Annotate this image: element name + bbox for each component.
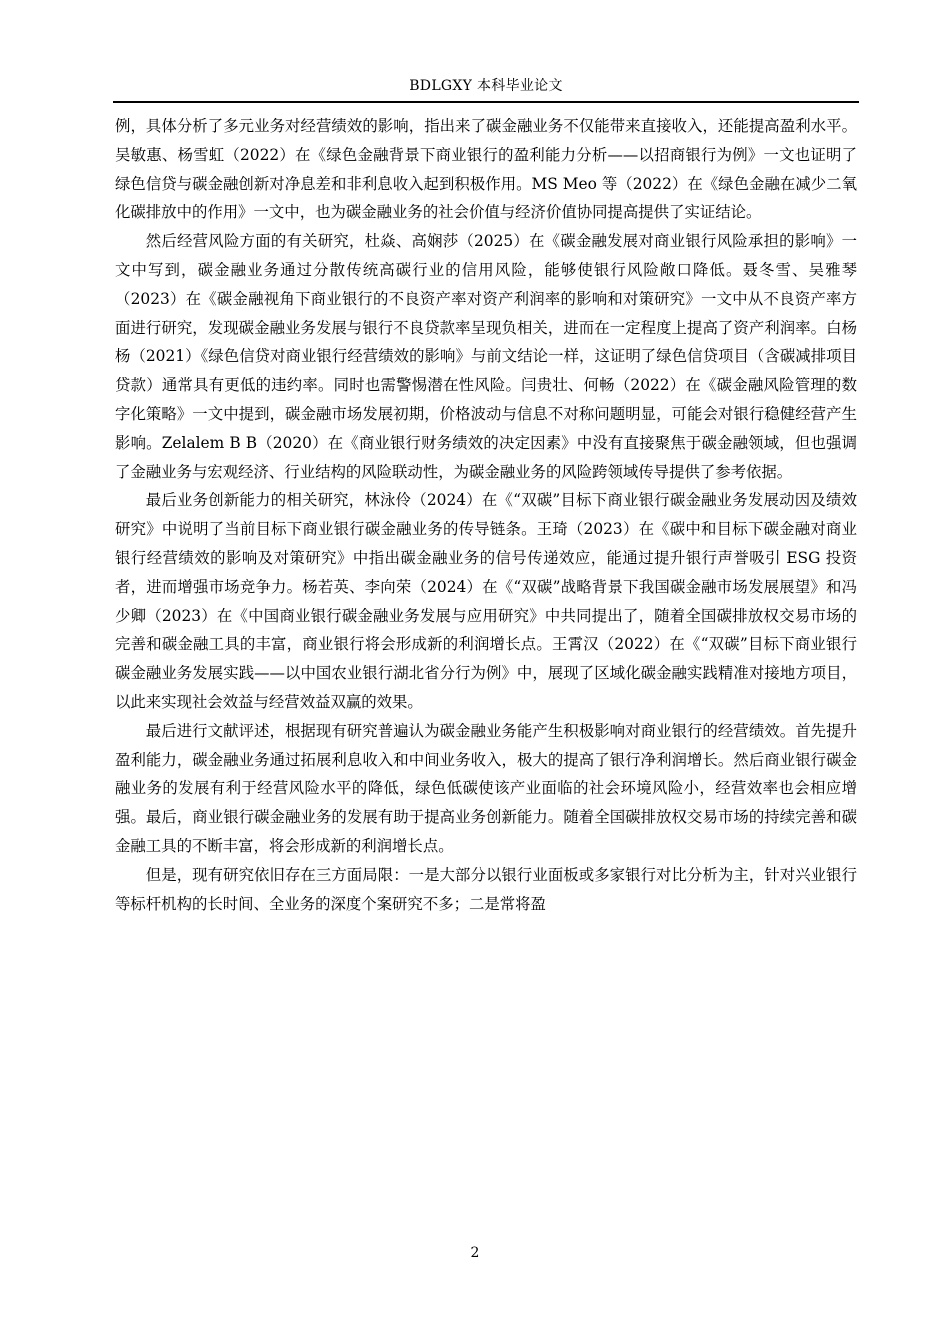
paragraph-1: 例，具体分析了多元业务对经营绩效的影响，指出来了碳金融业务不仅能带来直接收入，还能提高盈利水平。吴敏惠、杨雪虹（2022）在《绿色金融背景下商业银行的盈利能力分析——以招商银行为例》一文也证明了绿色信贷与碳金融创新对净息差和非利息收入起到积极作用。MS Meo 等（2022）在《绿色金融在减少二氧化碳排放中的作用》一文中，也为碳金融业务的社会价值与经济价值协同提高提供了实证结论。	[115, 117, 857, 222]
paragraph-4: 最后进行文献评述，根据现有研究普遍认为碳金融业务能产生积极影响对商业银行的经营绩效。首先提升盈利能力，碳金融业务通过拓展利息收入和中间业务收入，极大的提高了银行净利润增长。然后商业银行碳金融业务的发展有利于经营风险水平的降低，绿色低碳使该产业面临的社会环境风险小，经营效率也会相应增强。最后，商业银行碳金融业务的发展有助于提高业务创新能力。随着全国碳排放权交易市场的持续完善和碳金融工具的不断丰富，将会形成新的利润增长点。	[115, 721, 857, 855]
body-text	[115, 112, 857, 918]
paragraph-2: 然后经营风险方面的有关研究，杜焱、高娴莎（2025）在《碳金融发展对商业银行风险承担的影响》一文中写到，碳金融业务通过分散传统高碳行业的信用风险，能够使银行风险敞口降低。聂冬雪、吴雅琴（2023）在《碳金融视角下商业银行的不良资产率对资产利润率的影响和对策研究》一文中从不良资产率方面进行研究，发现碳金融业务发展与银行不良贷款率呈现负相关，进而在一定程度上提高了资产利润率。白杨杨（2021）《绿色信贷对商业银行经营绩效的影响》与前文结论一样，这证明了绿色信贷项目（含碳减排项目贷款）通常具有更低的违约率。同时也需警惕潜在性风险。闫贵壮、何畅（2022）在《碳金融风险管理的数字化策略》一文中提到，碳金融市场发展初期，价格波动与信息不对称问题明显，可能会对银行稳健经营产生影响。Zelalem B B（2020）在《商业银行财务绩效的决定因素》中没有直接聚焦于碳金融领域，但也强调了金融业务与宏观经济、行业结构的风险联动性，为碳金融业务的风险跨领域传导提供了参考依据。	[115, 232, 857, 481]
paragraph-3: 最后业务创新能力的相关研究，林泳伶（2024）在《“双碳”目标下商业银行碳金融业务发展动因及绩效研究》中说明了当前目标下商业银行碳金融业务的传导链条。王琦（2023）在《碳中和目标下碳金融对商业银行经营绩效的影响及对策研究》中指出碳金融业务的信号传递效应，能通过提升银行声誉吸引 ESG 投资者，进而增强市场竞争力。杨若英、李向荣（2024）在《“双碳”战略背景下我国碳金融市场发展展望》和冯少卿（2023）在《中国商业银行碳金融业务发展与应用研究》中共同提出了，随着全国碳排放权交易市场的完善和碳金融工具的丰富，商业银行将会形成新的利润增长点。王霄汉（2022）在《“双碳”目标下商业银行碳金融业务发展实践——以中国农业银行湖北省分行为例》中，展现了区域化碳金融实践精准对接地方项目，以此来实现社会效益与经营效益双赢的效果。	[115, 491, 857, 711]
paragraph-5: 但是，现有研究依旧存在三方面局限：一是大部分以银行业面板或多家银行对比分析为主，针对兴业银行等标杆机构的长时间、全业务的深度个案研究不多；二是常将盈	[115, 865, 857, 913]
page-header: BDLGXY 本科毕业论文	[409, 78, 563, 94]
header-divider	[113, 101, 859, 103]
page-number: 2	[470, 1245, 480, 1261]
